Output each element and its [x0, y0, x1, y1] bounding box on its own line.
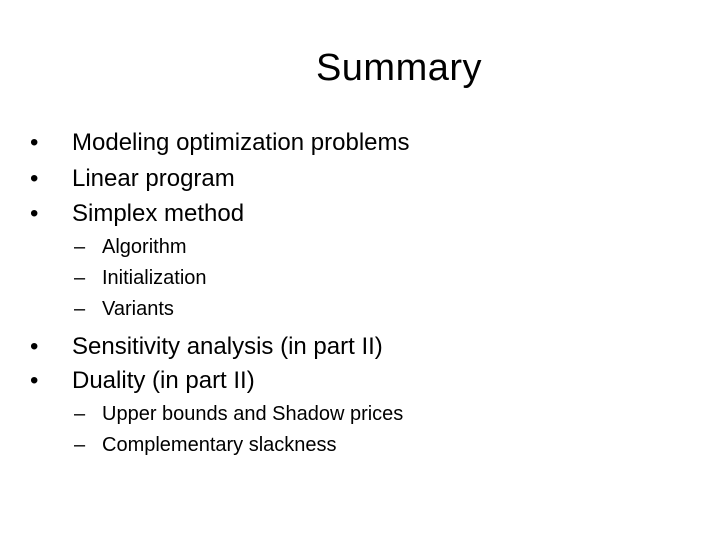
dash-icon: –: [74, 236, 86, 258]
sub-bullet-text: Complementary slackness: [102, 434, 337, 456]
bullet-text: Sensitivity analysis (in part II): [72, 333, 383, 360]
slide-title-text: Summary: [315, 47, 483, 89]
sub-bullet-text: Upper bounds and Shadow prices: [102, 403, 404, 425]
dash-icon: –: [74, 267, 86, 289]
bullet-icon: •: [30, 165, 39, 192]
dash-icon: –: [74, 403, 86, 425]
bullet-icon: •: [30, 129, 39, 156]
sub-bullet-text: Variants: [102, 298, 174, 320]
bullet-icon: •: [30, 367, 39, 394]
sub-bullet-text: Algorithm: [102, 236, 187, 258]
bullet-text: Duality (in part II): [72, 367, 255, 394]
bullet-text: Simplex method: [72, 200, 245, 227]
sub-bullet-text: Initialization: [102, 267, 207, 289]
bullet-text: Linear program: [72, 165, 235, 192]
bullet-icon: •: [30, 333, 39, 360]
bullet-text: Modeling optimization problems: [72, 129, 410, 156]
dash-icon: –: [74, 298, 86, 320]
bullet-icon: •: [30, 200, 39, 227]
dash-icon: –: [74, 434, 86, 456]
